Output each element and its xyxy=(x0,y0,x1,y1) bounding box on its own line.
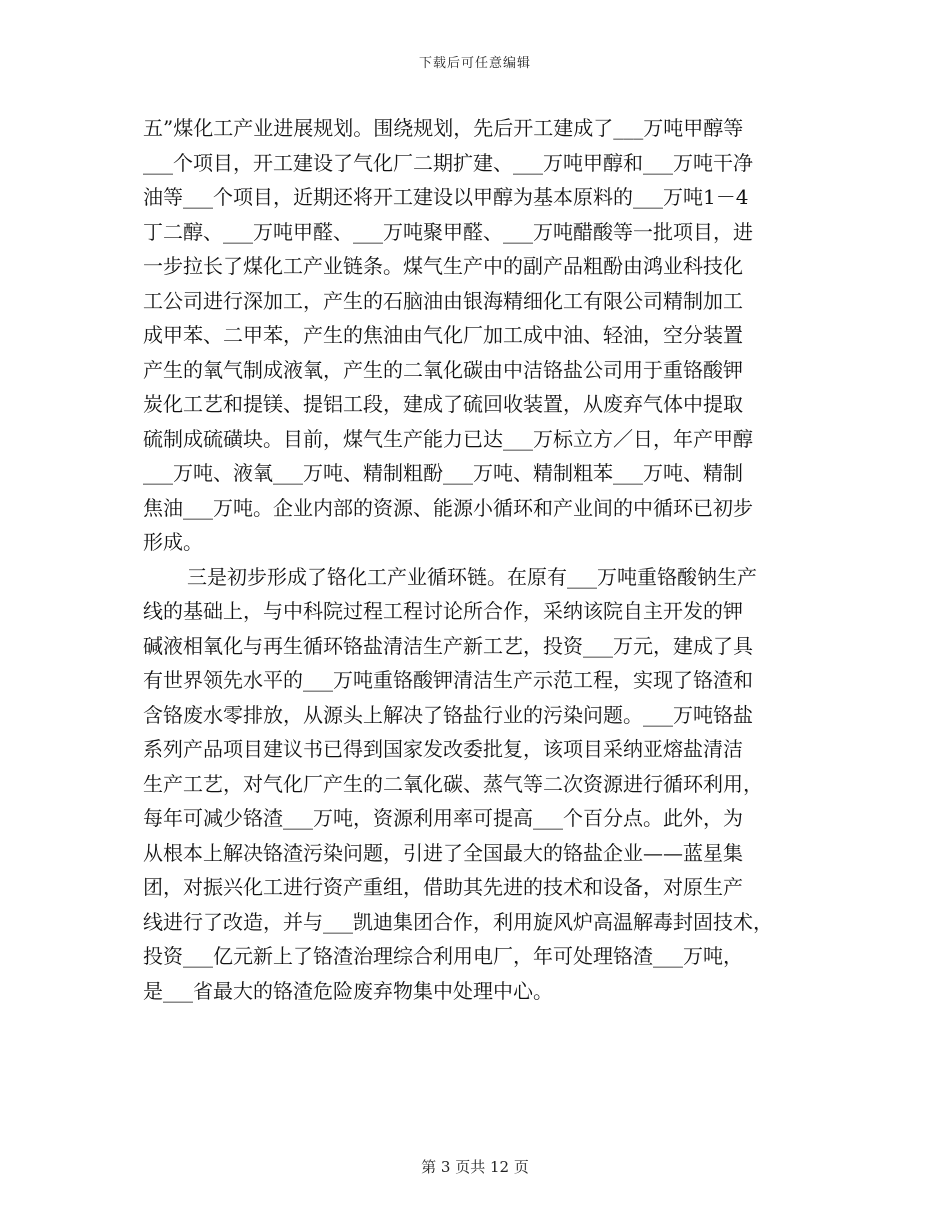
text-line: 焦油___万吨。企业内部的资源、能源小循环和产业间的中循环已初步 xyxy=(143,495,753,520)
text-line: 丁二醇、___万吨甲醛、___万吨聚甲醛、___万吨醋酸等一批项目，进 xyxy=(143,219,753,244)
text-line: 工公司进行深加工，产生的石脑油由银海精细化工有限公司精制加工 xyxy=(143,288,743,313)
text-line: 炭化工艺和提镁、提铝工段，建成了硫回收装置，从废弃气体中提取 xyxy=(143,392,743,416)
text-line: 生产工艺，对气化厂产生的二氧化碳、蒸气等二次资源进行循环利用， xyxy=(143,771,763,796)
text-line: 每年可减少铬渣___万吨，资源利用率可提高___个百分点。此外，为 xyxy=(143,806,743,830)
text-line: 有世界领先水平的___万吨重铬酸钾清洁生产示范工程，实现了铬渣和 xyxy=(143,668,753,692)
text-line: 投资___亿元新上了铬渣治理综合利用电厂，年可处理铬渣___万吨， xyxy=(143,944,743,968)
text-line: ___个项目，开工建设了气化厂二期扩建、___万吨甲醇和___万吨干净 xyxy=(143,150,753,175)
text-line: 产生的氧气制成液氧，产生的二氧化碳由中洁铬盐公司用于重铬酸钾 xyxy=(143,357,743,382)
paragraph-first-line: 三是初步形成了铬化工产业循环链。在原有___万吨重铬酸钠生产 xyxy=(187,564,757,589)
text-line: ___万吨、液氧___万吨、精制粗酚___万吨、精制粗苯___万吨、精制 xyxy=(143,461,743,485)
text-line: 硫制成硫磺块。目前，煤气生产能力已达___万标立方／日，年产甲醇 xyxy=(143,426,753,451)
text-line: 一步拉长了煤化工产业链条。煤气生产中的副产品粗酚由鸿业科技化 xyxy=(143,254,743,278)
text-line: 含铬废水零排放，从源头上解决了铬盐行业的污染问题。___万吨铬盐 xyxy=(143,702,753,727)
text-line: 碱液相氧化与再生循环铬盐清洁生产新工艺，投资___万元，建成了具 xyxy=(143,633,753,658)
text-line: 线的基础上，与中科院过程工程讨论所合作，采纳该院自主开发的钾 xyxy=(143,599,743,623)
text-line: 系列产品项目建议书已得到国家发改委批复，该项目采纳亚熔盐清洁 xyxy=(143,737,743,761)
text-line: 团，对振兴化工进行资产重组，借助其先进的技术和设备，对原生产 xyxy=(143,875,743,899)
text-line: 五”煤化工产业进展规划。围绕规划，先后开工建成了___万吨甲醇等 xyxy=(143,116,744,140)
text-line: 成甲苯、二甲苯，产生的焦油由气化厂加工成中油、轻油，空分装置 xyxy=(143,323,743,347)
text-line: 线进行了改造，并与___凯迪集团合作，利用旋风炉高温解毒封固技术， xyxy=(143,909,773,934)
text-line: 形成。 xyxy=(143,530,203,554)
text-line: 从根本上解决铬渣污染问题，引进了全国最大的铬盐企业——蓝星集 xyxy=(143,840,743,865)
page-header: 下载后可任意编辑 xyxy=(418,56,531,71)
text-line: 是___省最大的铬渣危险废弃物集中处理中心。 xyxy=(143,978,553,1003)
text-line: 油等___个项目，近期还将开工建设以甲醇为基本原料的___万吨1－4 xyxy=(143,185,749,209)
document-body xyxy=(143,111,815,1008)
page-number: 第 3 页共 12 页 xyxy=(421,1158,529,1176)
